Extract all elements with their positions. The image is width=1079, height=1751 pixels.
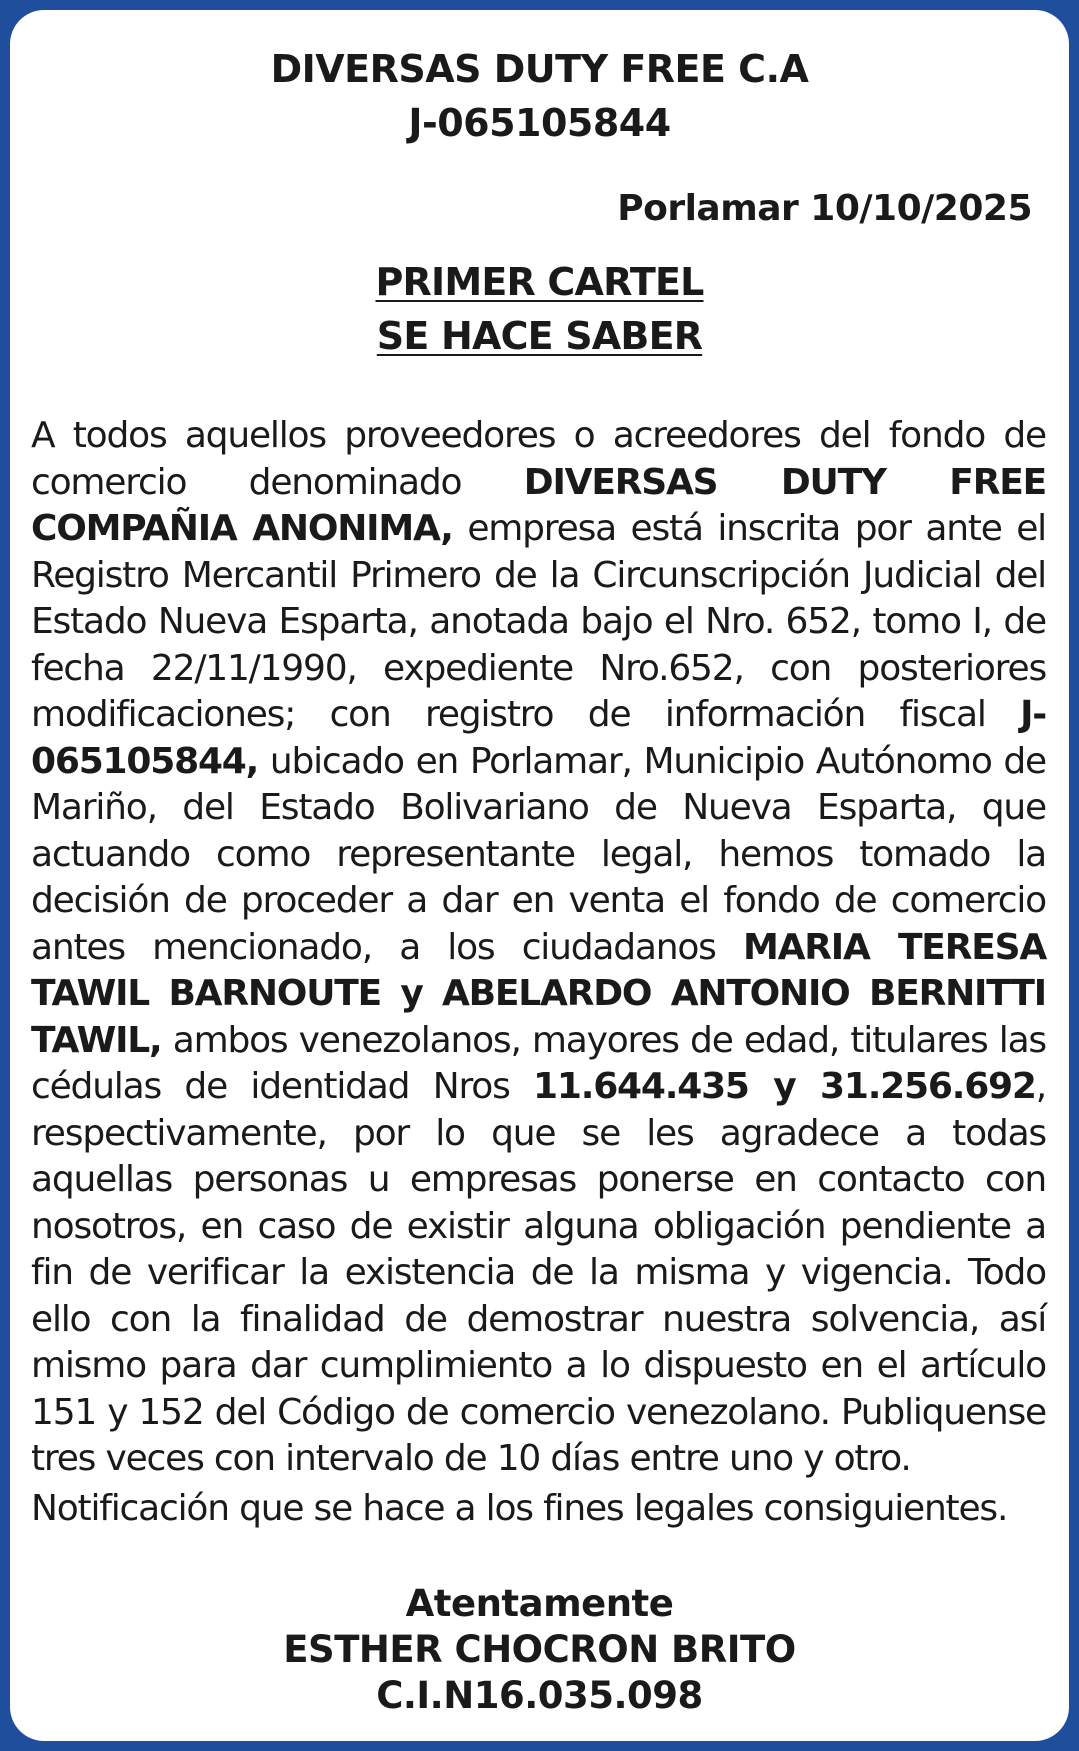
- signature-salutation: Atentamente: [405, 1582, 674, 1625]
- notice-heading-secondary: [10, 310, 1069, 362]
- signature-id: C.I.N16.035.098: [376, 1674, 703, 1717]
- notice-closing: Notificación que se hace a los fines legales consiguientes.: [31, 1488, 1008, 1529]
- company-rif: J-065105844: [408, 101, 671, 145]
- notice-card: [10, 10, 1069, 1741]
- body-text-5: , respectivamente, por lo que se les agradece a todas aquellas personas u empresas ponerse en contacto con nosotros, en caso de existir alguna obligación pendiente a fin de verificar la existencia de la misma y vigencia. Todo ello con la finalidad de demostrar nuestra solvencia, así mismo para dar cumplimiento a lo dispuesto en el artículo 151 y 152 del Código de comercio venezolano. Publiquense tres veces con intervalo de 10 días entre uno y otro.: [31, 1066, 1047, 1479]
- body-fiscal-id: J-065105844,: [31, 694, 1046, 782]
- body-text-4: ambos venezolanos, mayores de edad, titulares las cédulas de identidad Nros: [31, 1019, 1046, 1107]
- body-buyer-names: MARIA TERESA TAWIL BARNOUTE y ABELARDO ANTONIO BERNITTI TAWIL,: [31, 926, 1046, 1061]
- notice-heading-primary: [10, 256, 1069, 308]
- body-text-1: A todos aquellos proveedores o acreedores del fondo de comercio denominado: [31, 415, 1046, 503]
- body-id-numbers: 11.644.435 y 31.256.692: [533, 1066, 1036, 1107]
- heading-primary-text: PRIMER CARTEL: [375, 260, 704, 304]
- company-name: DIVERSAS DUTY FREE C.A: [270, 47, 809, 91]
- body-text-2: empresa está inscrita por ante el Registro Mercantil Primero de la Circunscripción Judicial del Estado Nueva Esparta, anotada bajo el Nro. 652, tomo I, de fecha 22/11/1990, expediente Nro.652, con posteriores modificaciones; con registro de información fiscal: [31, 508, 1046, 735]
- signature-name: ESTHER CHOCRON BRITO: [283, 1628, 796, 1671]
- body-company-name: DIVERSAS DUTY FREE COMPAÑIA ANONIMA,: [31, 461, 1047, 549]
- body-text-3: ubicado en Porlamar, Municipio Autónomo de Mariño, del Estado Bolivariano de Nueva Esparta, que actuando como representante legal, hemos tomado la decisión de proceder a dar en venta el fondo de comercio antes mencionado, a los ciudadanos: [31, 740, 1046, 968]
- notice-date: Porlamar 10/10/2025: [617, 188, 1032, 229]
- notice-body: [31, 413, 1046, 1483]
- heading-secondary-text: SE HACE SABER: [376, 314, 703, 358]
